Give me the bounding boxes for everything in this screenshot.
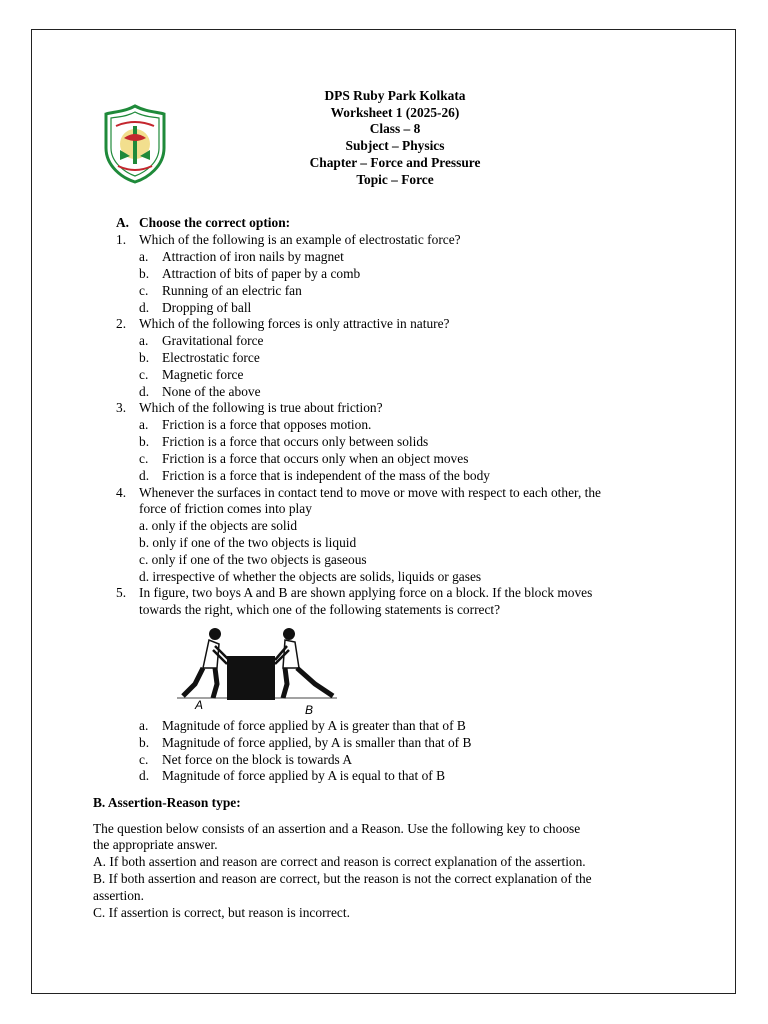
q1-option-letter: d. (139, 300, 150, 315)
subject-label: Subject – Physics (345, 138, 445, 154)
q3-text: Which of the following is true about friction? (139, 400, 383, 415)
worksheet-title: Worksheet 1 (2025-26) (330, 104, 460, 120)
q5-option-a: Magnitude of force applied by A is greater than that of B (162, 718, 466, 733)
section-a-letter: A. (116, 215, 130, 230)
q5-option-c: Net force on the block is towards A (162, 752, 353, 767)
q4-number: 4. (116, 485, 127, 500)
q4-text-line1: Whenever the surfaces in contact tend to move or move with respect to each other, the (139, 485, 602, 500)
q3-option-letter: b. (139, 434, 150, 449)
q2-option-letter: b. (139, 350, 150, 365)
q5-option-letter: c. (139, 752, 149, 767)
school-logo (102, 104, 168, 184)
q4-option-c: c. only if one of the two objects is gaseous (139, 552, 367, 567)
q5-option-letter: a. (139, 718, 149, 733)
q1-option-b: Attraction of bits of paper by a comb (162, 266, 361, 281)
q5-text-line2: towards the right, which one of the following statements is correct? (139, 602, 501, 617)
q1-text: Which of the following is an example of electrostatic force? (139, 232, 461, 247)
figure-label-a: A (195, 698, 204, 712)
q2-option-b: Electrostatic force (162, 350, 260, 365)
q3-option-d: Friction is a force that is independent of the mass of the body (162, 468, 490, 483)
q3-option-letter: c. (139, 451, 149, 466)
two-boys-pushing-block-figure (137, 622, 347, 718)
q2-option-letter: a. (139, 333, 149, 348)
q3-option-letter: a. (139, 417, 149, 432)
topic-label: Topic – Force (356, 171, 434, 187)
q2-option-letter: d. (139, 384, 150, 399)
q1-option-letter: a. (139, 249, 149, 264)
q2-number: 2. (116, 316, 127, 331)
section-b-intro-line2: the appropriate answer. (93, 837, 218, 852)
q4-option-b: b. only if one of the two objects is liquid (139, 535, 357, 550)
section-b-key-c: C. If assertion is correct, but reason is incorrect. (93, 905, 350, 920)
q2-option-c: Magnetic force (162, 367, 244, 382)
q5-option-b: Magnitude of force applied, by A is smaller than that of B (162, 735, 472, 750)
q3-number: 3. (116, 400, 127, 415)
section-a-title: Choose the correct option: (139, 215, 291, 230)
chapter-label: Chapter – Force and Pressure (309, 154, 481, 170)
section-b-intro-line1: The question below consists of an assertion and a Reason. Use the following key to choose (93, 821, 581, 836)
q5-text-line1: In figure, two boys A and B are shown applying force on a block. If the block moves (139, 585, 593, 600)
q1-option-c: Running of an electric fan (162, 283, 302, 298)
q1-option-letter: c. (139, 283, 149, 298)
q4-text-line2: force of friction comes into play (139, 501, 312, 516)
section-b-key-b-line2: assertion. (93, 888, 144, 903)
school-name: DPS Ruby Park Kolkata (324, 88, 466, 103)
section-b-key-b-line1: B. If both assertion and reason are correct, but the reason is not the correct explanation of the (93, 871, 592, 886)
class-label: Class – 8 (369, 121, 421, 137)
q5-option-letter: d. (139, 768, 150, 783)
q4-option-d: d. irrespective of whether the objects are solids, liquids or gases (139, 569, 482, 584)
q4-option-a: a. only if the objects are solid (139, 518, 298, 533)
q1-option-letter: b. (139, 266, 150, 281)
q1-number: 1. (116, 232, 127, 247)
section-b-title: B. Assertion-Reason type: (93, 795, 241, 810)
q5-option-letter: b. (139, 735, 150, 750)
q3-option-c: Friction is a force that occurs only when an object moves (162, 451, 469, 466)
q5-number: 5. (116, 585, 127, 600)
q5-option-d: Magnitude of force applied by A is equal to that of B (162, 768, 446, 783)
q2-option-a: Gravitational force (162, 333, 264, 348)
figure-label-b: B (305, 703, 314, 717)
q1-option-d: Dropping of ball (162, 300, 252, 315)
section-b-key-a: A. If both assertion and reason are correct and reason is correct explanation of the assertion. (93, 854, 586, 869)
q3-option-a: Friction is a force that opposes motion. (162, 417, 372, 432)
q3-option-b: Friction is a force that occurs only between solids (162, 434, 429, 449)
q3-option-letter: d. (139, 468, 150, 483)
q2-text: Which of the following forces is only attractive in nature? (139, 316, 450, 331)
q2-option-letter: c. (139, 367, 149, 382)
q2-option-d: None of the above (162, 384, 261, 399)
q1-option-a: Attraction of iron nails by magnet (162, 249, 344, 264)
